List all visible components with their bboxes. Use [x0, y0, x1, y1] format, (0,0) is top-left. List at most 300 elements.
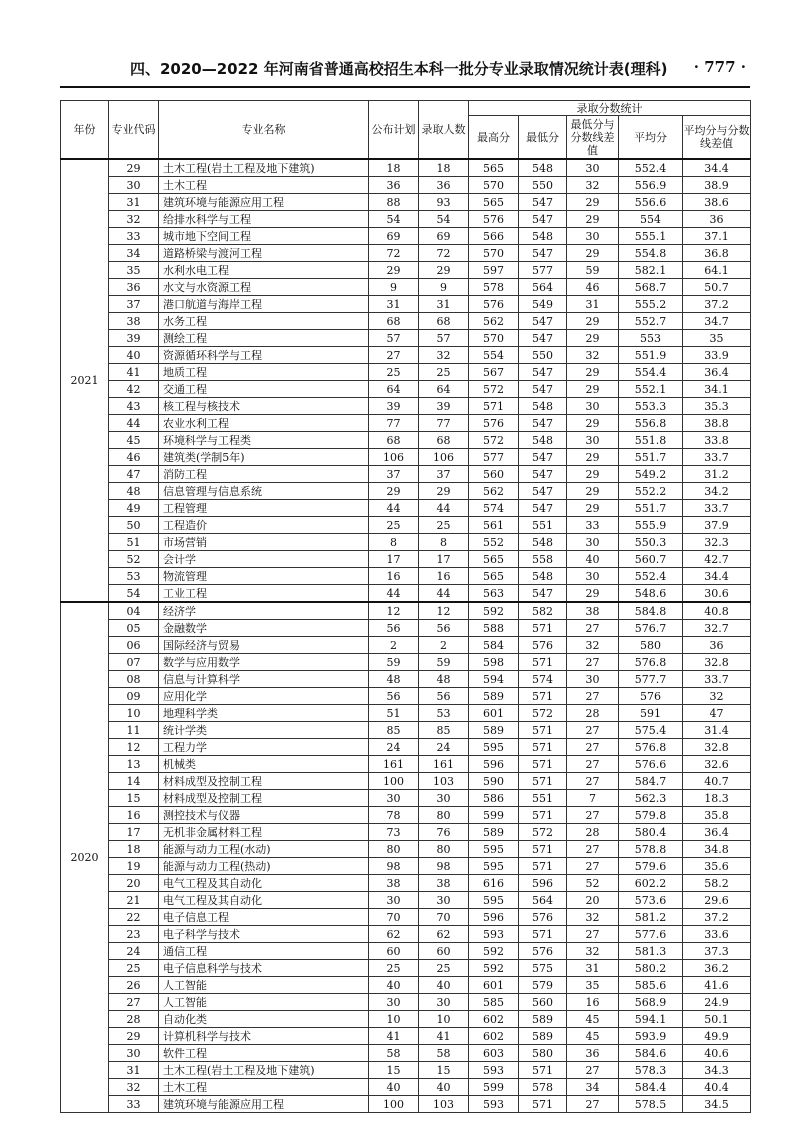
max-cell: 598	[469, 654, 519, 671]
admitted-cell: 98	[419, 858, 469, 875]
max-cell: 571	[469, 398, 519, 415]
min-cell: 558	[519, 551, 567, 568]
min-cell: 571	[519, 1062, 567, 1079]
admitted-cell: 60	[419, 943, 469, 960]
min-diff-cell: 34	[567, 1079, 619, 1096]
min-diff-cell: 45	[567, 1028, 619, 1045]
max-cell: 596	[469, 756, 519, 773]
code-cell: 27	[109, 994, 159, 1011]
avg-diff-cell: 33.6	[683, 926, 751, 943]
min-diff-cell: 27	[567, 773, 619, 790]
avg-diff-cell: 38.8	[683, 415, 751, 432]
avg-cell: 578.5	[619, 1096, 683, 1113]
table-row	[61, 398, 751, 415]
avg-diff-cell: 37.2	[683, 909, 751, 926]
min-diff-cell: 31	[567, 296, 619, 313]
min-cell: 596	[519, 875, 567, 892]
code-cell: 23	[109, 926, 159, 943]
table-row	[61, 1028, 751, 1045]
admitted-cell: 25	[419, 364, 469, 381]
name-cell: 通信工程	[159, 943, 369, 960]
max-cell: 567	[469, 364, 519, 381]
code-cell: 43	[109, 398, 159, 415]
name-cell: 工程造价	[159, 517, 369, 534]
min-cell: 577	[519, 262, 567, 279]
avg-diff-cell: 34.1	[683, 381, 751, 398]
admitted-cell: 40	[419, 977, 469, 994]
min-diff-cell: 29	[567, 364, 619, 381]
min-diff-cell: 27	[567, 688, 619, 705]
table-row	[61, 1062, 751, 1079]
min-diff-cell: 27	[567, 654, 619, 671]
code-cell: 36	[109, 279, 159, 296]
avg-diff-cell: 35.8	[683, 807, 751, 824]
code-cell: 28	[109, 1011, 159, 1028]
table-row	[61, 279, 751, 296]
table-row	[61, 330, 751, 347]
name-cell: 地质工程	[159, 364, 369, 381]
name-cell: 工程管理	[159, 500, 369, 517]
plan-cell: 24	[369, 739, 419, 756]
avg-cell: 568.9	[619, 994, 683, 1011]
min-diff-cell: 32	[567, 637, 619, 654]
avg-cell: 579.8	[619, 807, 683, 824]
max-cell: 593	[469, 1096, 519, 1113]
plan-cell: 80	[369, 841, 419, 858]
admitted-cell: 25	[419, 517, 469, 534]
avg-cell: 576.6	[619, 756, 683, 773]
admitted-cell: 72	[419, 245, 469, 262]
code-cell: 04	[109, 602, 159, 620]
name-cell: 能源与动力工程(热动)	[159, 858, 369, 875]
avg-diff-cell: 35.3	[683, 398, 751, 415]
min-diff-cell: 27	[567, 807, 619, 824]
min-diff-cell: 29	[567, 483, 619, 500]
plan-cell: 100	[369, 773, 419, 790]
name-cell: 电子科学与技术	[159, 926, 369, 943]
min-diff-cell: 38	[567, 602, 619, 620]
max-cell: 597	[469, 262, 519, 279]
min-diff-cell: 29	[567, 211, 619, 228]
min-diff-cell: 29	[567, 466, 619, 483]
min-diff-cell: 29	[567, 585, 619, 603]
table-row	[61, 824, 751, 841]
admitted-cell: 36	[419, 177, 469, 194]
table-row	[61, 756, 751, 773]
min-diff-cell: 30	[567, 534, 619, 551]
avg-diff-cell: 40.6	[683, 1045, 751, 1062]
admitted-cell: 37	[419, 466, 469, 483]
plan-cell: 69	[369, 228, 419, 245]
name-cell: 电子信息工程	[159, 909, 369, 926]
min-cell: 560	[519, 994, 567, 1011]
plan-cell: 77	[369, 415, 419, 432]
min-cell: 547	[519, 381, 567, 398]
table-row	[61, 858, 751, 875]
name-cell: 土木工程(岩土工程及地下建筑)	[159, 159, 369, 177]
max-cell: 562	[469, 483, 519, 500]
min-diff-cell: 32	[567, 347, 619, 364]
admitted-cell: 18	[419, 159, 469, 177]
plan-cell: 73	[369, 824, 419, 841]
min-diff-cell: 29	[567, 313, 619, 330]
admitted-cell: 31	[419, 296, 469, 313]
avg-diff-cell: 38.6	[683, 194, 751, 211]
name-cell: 核工程与核技术	[159, 398, 369, 415]
admitted-cell: 16	[419, 568, 469, 585]
min-cell: 589	[519, 1028, 567, 1045]
avg-diff-cell: 50.1	[683, 1011, 751, 1028]
page-header	[60, 48, 746, 88]
code-cell: 08	[109, 671, 159, 688]
avg-diff-cell: 40.7	[683, 773, 751, 790]
max-cell: 585	[469, 994, 519, 1011]
min-diff-cell: 30	[567, 568, 619, 585]
plan-cell: 37	[369, 466, 419, 483]
table-row	[61, 517, 751, 534]
name-cell: 软件工程	[159, 1045, 369, 1062]
avg-cell: 552.7	[619, 313, 683, 330]
min-cell: 548	[519, 398, 567, 415]
plan-cell: 60	[369, 943, 419, 960]
min-cell: 548	[519, 228, 567, 245]
admitted-cell: 10	[419, 1011, 469, 1028]
min-cell: 578	[519, 1079, 567, 1096]
avg-diff-cell: 36.4	[683, 824, 751, 841]
admitted-cell: 39	[419, 398, 469, 415]
avg-diff-cell: 34.4	[683, 159, 751, 177]
avg-diff-cell: 32.3	[683, 534, 751, 551]
name-cell: 测绘工程	[159, 330, 369, 347]
avg-cell: 568.7	[619, 279, 683, 296]
min-diff-cell: 30	[567, 159, 619, 177]
min-diff-cell: 29	[567, 245, 619, 262]
code-cell: 29	[109, 159, 159, 177]
avg-cell: 584.4	[619, 1079, 683, 1096]
avg-diff-cell: 33.7	[683, 500, 751, 517]
min-diff-cell: 27	[567, 1096, 619, 1113]
avg-diff-cell: 36	[683, 637, 751, 654]
table-row	[61, 960, 751, 977]
avg-cell: 553.3	[619, 398, 683, 415]
table-row	[61, 585, 751, 603]
plan-cell: 12	[369, 602, 419, 620]
name-cell: 环境科学与工程类	[159, 432, 369, 449]
max-cell: 570	[469, 330, 519, 347]
avg-diff-cell: 18.3	[683, 790, 751, 807]
plan-cell: 25	[369, 960, 419, 977]
table-row	[61, 926, 751, 943]
table-body	[61, 159, 751, 1113]
avg-diff-cell: 32.7	[683, 620, 751, 637]
year-cell: 2020	[61, 602, 109, 1113]
table-row	[61, 483, 751, 500]
plan-cell: 10	[369, 1011, 419, 1028]
code-cell: 17	[109, 824, 159, 841]
code-cell: 20	[109, 875, 159, 892]
table-row	[61, 807, 751, 824]
min-diff-cell: 35	[567, 977, 619, 994]
min-diff-cell: 52	[567, 875, 619, 892]
code-cell: 49	[109, 500, 159, 517]
code-cell: 38	[109, 313, 159, 330]
min-cell: 571	[519, 756, 567, 773]
code-cell: 54	[109, 585, 159, 603]
min-cell: 547	[519, 364, 567, 381]
min-cell: 549	[519, 296, 567, 313]
plan-cell: 30	[369, 892, 419, 909]
plan-cell: 9	[369, 279, 419, 296]
name-cell: 给排水科学与工程	[159, 211, 369, 228]
admitted-cell: 77	[419, 415, 469, 432]
admitted-cell: 68	[419, 313, 469, 330]
code-cell: 52	[109, 551, 159, 568]
max-cell: 578	[469, 279, 519, 296]
header-year: 年份	[61, 101, 109, 160]
avg-diff-cell: 34.8	[683, 841, 751, 858]
plan-cell: 30	[369, 790, 419, 807]
min-cell: 571	[519, 841, 567, 858]
min-diff-cell: 36	[567, 1045, 619, 1062]
table-row	[61, 841, 751, 858]
plan-cell: 25	[369, 364, 419, 381]
code-cell: 05	[109, 620, 159, 637]
name-cell: 水利水电工程	[159, 262, 369, 279]
avg-diff-cell: 29.6	[683, 892, 751, 909]
admitted-cell: 62	[419, 926, 469, 943]
avg-diff-cell: 36.8	[683, 245, 751, 262]
code-cell: 39	[109, 330, 159, 347]
table-row	[61, 211, 751, 228]
avg-cell: 594.1	[619, 1011, 683, 1028]
table-row	[61, 892, 751, 909]
table-row	[61, 722, 751, 739]
max-cell: 603	[469, 1045, 519, 1062]
code-cell: 45	[109, 432, 159, 449]
header-name: 专业名称	[159, 101, 369, 160]
max-cell: 592	[469, 960, 519, 977]
avg-diff-cell: 31.4	[683, 722, 751, 739]
avg-diff-cell: 42.7	[683, 551, 751, 568]
avg-diff-cell: 32.6	[683, 756, 751, 773]
plan-cell: 44	[369, 585, 419, 603]
code-cell: 14	[109, 773, 159, 790]
admitted-cell: 58	[419, 1045, 469, 1062]
admitted-cell: 80	[419, 807, 469, 824]
avg-cell: 581.3	[619, 943, 683, 960]
min-cell: 547	[519, 483, 567, 500]
plan-cell: 2	[369, 637, 419, 654]
admitted-cell: 30	[419, 994, 469, 1011]
plan-cell: 44	[369, 500, 419, 517]
max-cell: 586	[469, 790, 519, 807]
name-cell: 工业工程	[159, 585, 369, 603]
code-cell: 09	[109, 688, 159, 705]
admission-table	[60, 100, 751, 1113]
plan-cell: 39	[369, 398, 419, 415]
min-cell: 550	[519, 177, 567, 194]
name-cell: 人工智能	[159, 994, 369, 1011]
avg-diff-cell: 37.9	[683, 517, 751, 534]
table-row	[61, 159, 751, 177]
name-cell: 交通工程	[159, 381, 369, 398]
admitted-cell: 8	[419, 534, 469, 551]
name-cell: 国际经济与贸易	[159, 637, 369, 654]
max-cell: 565	[469, 551, 519, 568]
admitted-cell: 56	[419, 620, 469, 637]
min-cell: 551	[519, 517, 567, 534]
min-cell: 571	[519, 739, 567, 756]
code-cell: 30	[109, 177, 159, 194]
min-cell: 582	[519, 602, 567, 620]
table-row	[61, 551, 751, 568]
avg-diff-cell: 37.3	[683, 943, 751, 960]
min-diff-cell: 27	[567, 1062, 619, 1079]
min-diff-cell: 29	[567, 381, 619, 398]
table-row	[61, 671, 751, 688]
max-cell: 595	[469, 841, 519, 858]
plan-cell: 16	[369, 568, 419, 585]
name-cell: 水文与水资源工程	[159, 279, 369, 296]
admitted-cell: 15	[419, 1062, 469, 1079]
min-cell: 547	[519, 500, 567, 517]
plan-cell: 29	[369, 483, 419, 500]
avg-diff-cell: 32.8	[683, 739, 751, 756]
name-cell: 会计学	[159, 551, 369, 568]
min-cell: 576	[519, 909, 567, 926]
header-min: 最低分	[519, 116, 567, 160]
max-cell: 563	[469, 585, 519, 603]
header-stats-group: 录取分数统计	[469, 101, 751, 116]
max-cell: 592	[469, 602, 519, 620]
avg-diff-cell: 34.4	[683, 568, 751, 585]
max-cell: 577	[469, 449, 519, 466]
table-row	[61, 449, 751, 466]
admitted-cell: 44	[419, 585, 469, 603]
min-diff-cell: 29	[567, 330, 619, 347]
min-cell: 571	[519, 858, 567, 875]
code-cell: 12	[109, 739, 159, 756]
min-cell: 571	[519, 722, 567, 739]
avg-cell: 551.7	[619, 500, 683, 517]
max-cell: 552	[469, 534, 519, 551]
table-row	[61, 177, 751, 194]
header-max: 最高分	[469, 116, 519, 160]
avg-cell: 551.8	[619, 432, 683, 449]
code-cell: 37	[109, 296, 159, 313]
year-cell: 2021	[61, 159, 109, 602]
avg-cell: 554.8	[619, 245, 683, 262]
table-row	[61, 534, 751, 551]
name-cell: 电子信息科学与技术	[159, 960, 369, 977]
code-cell: 46	[109, 449, 159, 466]
admitted-cell: 25	[419, 960, 469, 977]
max-cell: 589	[469, 688, 519, 705]
avg-cell: 554.4	[619, 364, 683, 381]
name-cell: 农业水利工程	[159, 415, 369, 432]
admitted-cell: 32	[419, 347, 469, 364]
name-cell: 能源与动力工程(水动)	[159, 841, 369, 858]
code-cell: 11	[109, 722, 159, 739]
avg-cell: 577.6	[619, 926, 683, 943]
avg-cell: 554	[619, 211, 683, 228]
code-cell: 32	[109, 211, 159, 228]
min-cell: 547	[519, 245, 567, 262]
name-cell: 信息与计算科学	[159, 671, 369, 688]
code-cell: 41	[109, 364, 159, 381]
min-cell: 572	[519, 824, 567, 841]
avg-diff-cell: 32.8	[683, 654, 751, 671]
avg-diff-cell: 36.2	[683, 960, 751, 977]
avg-cell: 575.4	[619, 722, 683, 739]
avg-diff-cell: 47	[683, 705, 751, 722]
table-row	[61, 637, 751, 654]
admitted-cell: 57	[419, 330, 469, 347]
name-cell: 统计学类	[159, 722, 369, 739]
avg-diff-cell: 33.9	[683, 347, 751, 364]
table-row	[61, 909, 751, 926]
avg-cell: 579.6	[619, 858, 683, 875]
code-cell: 33	[109, 228, 159, 245]
admitted-cell: 69	[419, 228, 469, 245]
plan-cell: 59	[369, 654, 419, 671]
avg-cell: 593.9	[619, 1028, 683, 1045]
name-cell: 土木工程(岩土工程及地下建筑)	[159, 1062, 369, 1079]
min-diff-cell: 29	[567, 415, 619, 432]
avg-diff-cell: 34.2	[683, 483, 751, 500]
name-cell: 自动化类	[159, 1011, 369, 1028]
min-cell: 571	[519, 1096, 567, 1113]
max-cell: 576	[469, 211, 519, 228]
name-cell: 工程力学	[159, 739, 369, 756]
max-cell: 572	[469, 381, 519, 398]
avg-diff-cell: 40.4	[683, 1079, 751, 1096]
admitted-cell: 53	[419, 705, 469, 722]
admitted-cell: 103	[419, 1096, 469, 1113]
name-cell: 建筑类(学制5年)	[159, 449, 369, 466]
name-cell: 城市地下空间工程	[159, 228, 369, 245]
avg-diff-cell: 37.2	[683, 296, 751, 313]
table-row	[61, 194, 751, 211]
code-cell: 21	[109, 892, 159, 909]
max-cell: 589	[469, 824, 519, 841]
table-row	[61, 994, 751, 1011]
min-diff-cell: 27	[567, 756, 619, 773]
code-cell: 07	[109, 654, 159, 671]
min-diff-cell: 32	[567, 909, 619, 926]
min-cell: 547	[519, 415, 567, 432]
avg-diff-cell: 37.1	[683, 228, 751, 245]
plan-cell: 40	[369, 977, 419, 994]
min-diff-cell: 32	[567, 943, 619, 960]
min-diff-cell: 28	[567, 824, 619, 841]
plan-cell: 72	[369, 245, 419, 262]
admitted-cell: 40	[419, 1079, 469, 1096]
avg-cell: 580.4	[619, 824, 683, 841]
admitted-cell: 56	[419, 688, 469, 705]
plan-cell: 88	[369, 194, 419, 211]
code-cell: 15	[109, 790, 159, 807]
header-plan: 公布计划	[369, 101, 419, 160]
table-row	[61, 620, 751, 637]
header-rule	[60, 86, 750, 88]
avg-cell: 553	[619, 330, 683, 347]
max-cell: 602	[469, 1011, 519, 1028]
avg-cell: 578.8	[619, 841, 683, 858]
name-cell: 资源循环科学与工程	[159, 347, 369, 364]
table-row	[61, 943, 751, 960]
avg-cell: 591	[619, 705, 683, 722]
